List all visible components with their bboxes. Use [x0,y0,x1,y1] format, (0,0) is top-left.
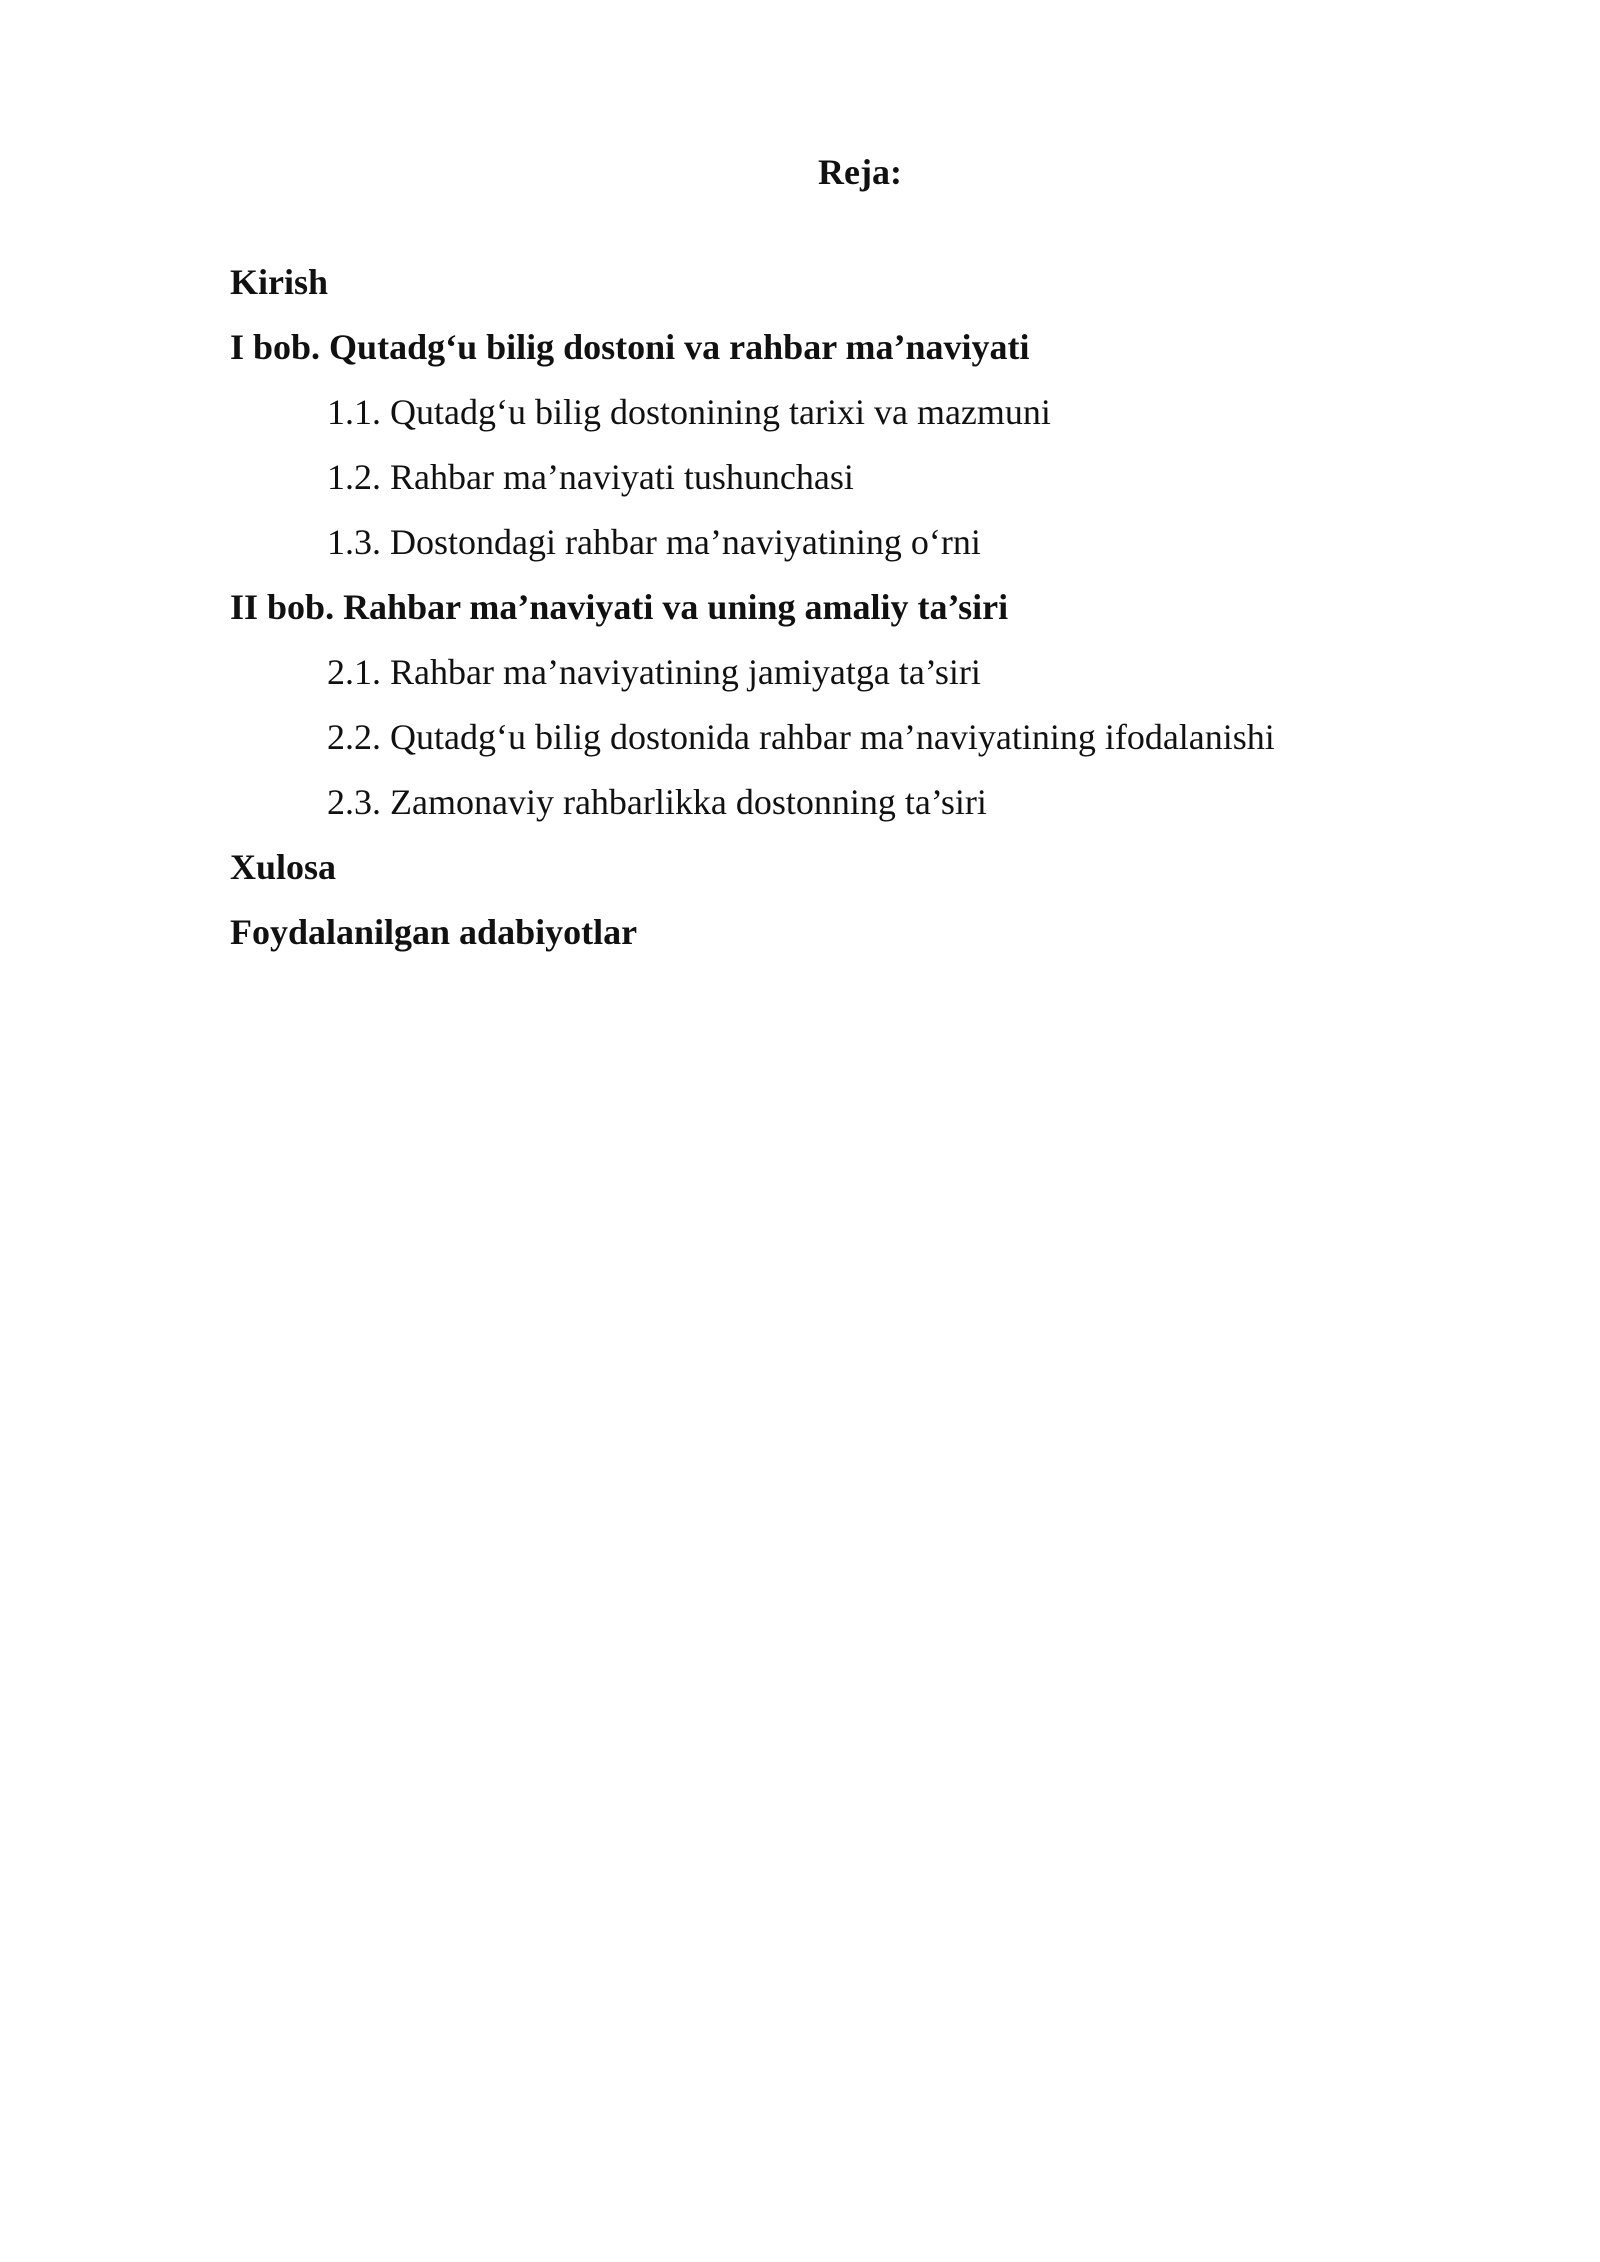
toc-item-section-1-3: 1.3. Dostondagi rahbar ma’naviyatining o‘rni [327,522,981,562]
toc-item-section-2-2: 2.2. Qutadg‘u bilig dostonida rahbar ma’naviyatining ifodalanishi [327,717,1275,757]
toc-item-chapter-1: I bob. Qutadg‘u bilig dostoni va rahbar ma’naviyati [230,327,1030,367]
page-title: Reja: [818,152,902,192]
toc-item-conclusion: Xulosa [230,847,337,887]
toc-item-section-1-1: 1.1. Qutadg‘u bilig dostonining tarixi va mazmuni [327,392,1051,432]
toc-item-chapter-2: II bob. Rahbar ma’naviyati va uning amaliy ta’siri [230,587,1009,627]
toc-item-references: Foydalanilgan adabiyotlar [230,912,638,952]
toc-item-introduction: Kirish [230,262,329,302]
toc-item-section-2-3: 2.3. Zamonaviy rahbarlikka dostonning ta’siri [327,782,987,822]
table-of-contents [230,250,1430,965]
toc-item-section-1-2: 1.2. Rahbar ma’naviyati tushunchasi [327,457,854,497]
toc-item-section-2-1: 2.1. Rahbar ma’naviyatining jamiyatga ta’siri [327,652,981,692]
